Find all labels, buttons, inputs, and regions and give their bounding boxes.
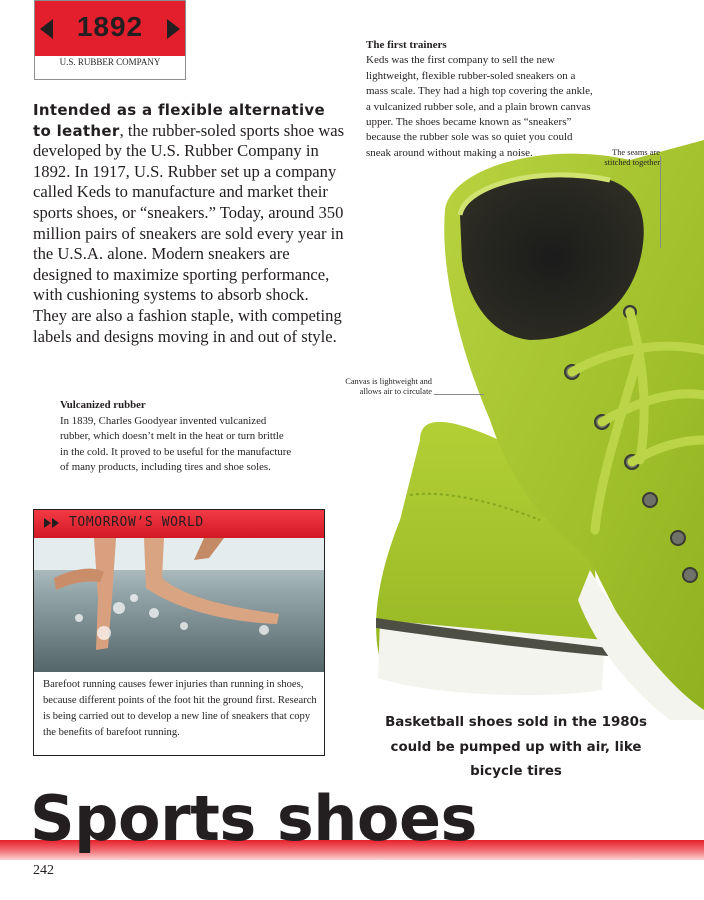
vulcanized-heading: Vulcanized rubber xyxy=(60,399,146,411)
year-caption: U.S. RUBBER COMPANY xyxy=(59,57,161,67)
page-number: 242 xyxy=(33,863,54,878)
seams-label: The seams are stitched together xyxy=(604,148,660,167)
year-badge xyxy=(34,0,186,80)
seams-leader-line xyxy=(660,156,661,248)
first-trainers-text: Keds was the first company to sell the new lightweight, flexible rubber-soled sneakers on a mass scale. They had a high top covering the ankle, a vulcanized rubber sole, and a plain brown canvas upper. The shoes became known as “sneakers” because the rubber sole was so quiet you could sneak around without making a noise. xyxy=(366,54,593,159)
tomorrows-world-box xyxy=(33,509,325,756)
sneaker-photo xyxy=(340,100,704,720)
arrow-right-icon xyxy=(167,19,180,39)
tomorrows-world-text: Barefoot running causes fewer injuries than running in shoes, because different points of the foot hit the ground first. Research is being carried out to develop a new line of sneakers that copy the benefits of barefoot running. xyxy=(43,679,317,738)
page-title: Sports shoes xyxy=(30,782,477,855)
intro-lead: Intended as a flexible alternative to leather xyxy=(33,101,325,140)
year-badge-header xyxy=(35,1,185,56)
canvas-label: Canvas is lightweight and allows air to circulate xyxy=(345,377,432,396)
tomorrows-world-header xyxy=(34,510,324,538)
first-trainers-caption xyxy=(366,38,596,161)
tomorrows-world-title: TOMORROW’S WORLD xyxy=(69,515,204,530)
pump-shoes-caption: Basketball shoes sold in the 1980s could be pumped up with air, like bicycle tires xyxy=(385,715,647,779)
vulcanized-text: In 1839, Charles Goodyear invented vulcanized rubber, which doesn’t melt in the heat or turn brittle in the cold. It proved to be useful for the manufacture of many products, including tires and shoe soles. xyxy=(60,414,292,474)
canvas-leader-line xyxy=(434,394,484,395)
intro-body: , the rubber-soled sports shoe was developed by the U.S. Rubber Company in 1892. In 1917, U.S. Rubber set up a company called Keds to manufacture and market their sports shoes, or “sneakers.” Today, around 350 million pairs of sneakers are sold every year in the U.S.A. alone. Modern sneakers are designed to maximize sporting performance, with cushioning systems to absorb shock. They are also a fashion staple, with competing labels and designs moving in and out of style. xyxy=(33,120,345,346)
first-trainers-heading: The first trainers xyxy=(366,39,447,51)
barefoot-running-photo xyxy=(34,538,324,672)
year-number: 1892 xyxy=(76,11,144,42)
vulcanized-rubber-caption xyxy=(60,398,292,476)
intro-paragraph xyxy=(33,100,345,347)
